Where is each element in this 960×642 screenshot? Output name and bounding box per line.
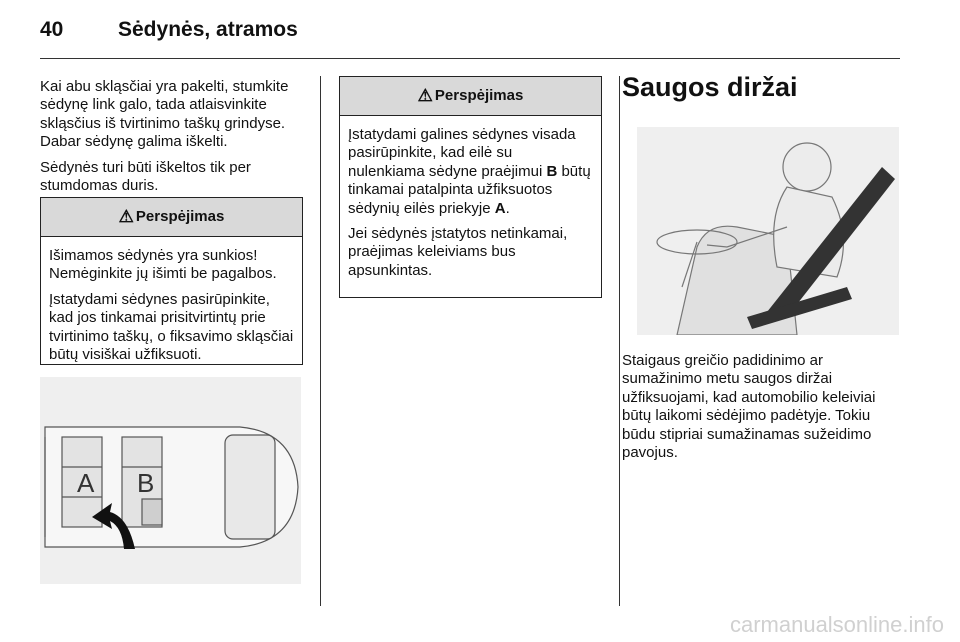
- paragraph: Staigaus greičio padidinimo ar sumažinimo metu saugos diržai užfiksuojami, kad automobilio keleiviai būtų laikomi sėdėjimo padėtyje. Tokiu būdu stipriai sumažinamas sužeidimo pavojus.: [622, 352, 876, 462]
- seat-layout-illustration: [40, 377, 301, 584]
- column-3-text: [622, 352, 892, 469]
- seat-label-a: A: [77, 468, 95, 498]
- seatbelt-illustration: [637, 127, 899, 335]
- warning-triangle-icon: ⚠: [417, 85, 433, 105]
- warning-paragraph: Įstatydami sėdynes pasirūpinkite, kad jos tinkamai prisitvirtintų prie tvirtinimo taškų, o fiksavimo skląsčiai būtų visiškai užfiksuoti.: [49, 290, 294, 364]
- column-divider: [320, 76, 321, 606]
- seat-label-b: B: [137, 468, 155, 498]
- section-heading: Saugos diržai: [622, 72, 798, 102]
- column-divider: [619, 76, 620, 606]
- page-title: Sėdynės, atramos: [118, 18, 298, 41]
- warning-title: Perspėjimas: [135, 207, 225, 225]
- warning-box: [40, 197, 303, 365]
- paragraph: Sėdynės turi būti iškeltos tik per stumdomas duris.: [40, 158, 251, 195]
- warning-box: [339, 76, 602, 298]
- header-divider: [40, 58, 900, 59]
- warning-header: [340, 77, 601, 116]
- paragraph: Kai abu skląsčiai yra pakelti, stumkite sėdynę link galo, tada atlaisvinkite skląsčius iš tvirtinimo taškų grindyse. Dabar sėdynę galima iškelti.: [40, 78, 289, 151]
- warning-title: Perspėjimas: [434, 86, 524, 104]
- warning-body: [340, 116, 601, 295]
- watermark: carmanualsonline.info: [729, 612, 944, 637]
- column-1-text: [40, 78, 308, 202]
- warning-triangle-icon: ⚠: [118, 206, 134, 226]
- page-number: 40: [40, 18, 64, 41]
- warning-body: [41, 237, 302, 379]
- warning-paragraph: Įstatydami galines sėdynes visada pasirūpinkite, kad eilė su nulenkiama sėdyne praėjimui B būtų tinkamai patalpinta užfiksuotos sėdynių eilės priekyje A.: [348, 126, 591, 217]
- warning-paragraph: Išimamos sėdynės yra sunkios! Nemėginkite jų išimti be pagalbos.: [49, 247, 277, 283]
- van-seats-diagram: [40, 377, 301, 584]
- warning-paragraph: Jei sėdynės įstatytos netinkamai, praėjimas keleiviams bus apsunkintas.: [348, 225, 568, 279]
- warning-header: [41, 198, 302, 237]
- driver-seatbelt-drawing: [637, 127, 899, 335]
